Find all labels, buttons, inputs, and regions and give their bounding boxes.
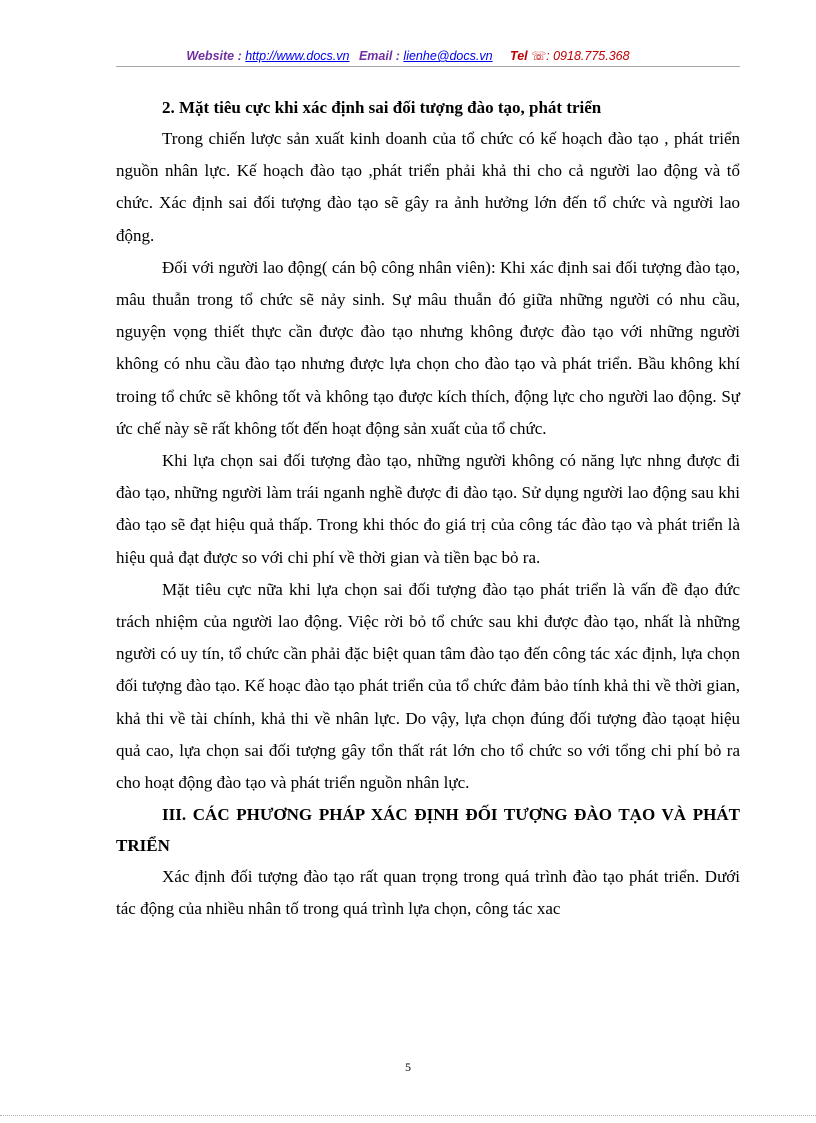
phone-number: : 0918.775.368 [546,49,630,63]
website-label: Website : [186,49,242,63]
telephone-icon: ☏ [531,49,547,63]
section-heading: 2. Mặt tiêu cực khi xác định sai đối tượng đào tạo, phát triển [162,98,602,117]
header-divider [116,66,740,67]
page-number: 5 [405,1060,411,1074]
paragraph-1: Trong chiến lược sản xuất kinh doanh của tổ chức có kế hoạch đào tạo , phát triển nguồn nhân lực. Kế hoạch đào tạo ,phát triển phải khả thi cho cả người lao động và tổ chức. Xác định sai đối tượng đào tạo sẽ gây ra ảnh hưởng lớn đến tổ chức và người lao động. [116,129,740,245]
chapter-heading: III. CÁC PHƯƠNG PHÁP XÁC ĐỊNH ĐỐI TƯỢNG ĐÀO TẠO VÀ PHÁT TRIỂN [116,805,740,856]
paragraph-5: Xác định đối tượng đào tạo rất quan trọng trong quá trình đào tạo phát triển. Dưới tác động của nhiều nhân tố trong quá trình lựa chọn, công tác xac [116,867,740,919]
page-bottom-edge [0,1115,816,1116]
page-header [0,48,816,64]
website-link[interactable]: http://www.docs.vn [245,49,350,63]
paragraph-4: Mặt tiêu cực nữa khi lựa chọn sai đối tượng đào tạo phát triển là vấn đề đạo đức trách nhiệm của người lao động. Việc rời bỏ tổ chức sau khi được đào tạo, nhất là những người có uy tín, tổ chức cần phải đặc biệt quan tâm đào tạo đến công tác xác định, lựa chọn đối tượng đào tạo. Kế hoạc đào tạo phát triển của tổ chức đảm bảo tính khả thi về thời gian, khả thi về tài chính, khả thi về nhân lực. Do vậy, lựa chọn đúng đối tượng đào tạoạt hiệu quả cao, lựa chọn sai đối tượng gây tổn thất rát lớn cho tổ chức so với tổng chi phí bỏ ra cho hoạt động đào tạo và phát triển nguồn nhân lực. [116,579,740,793]
email-link[interactable]: lienhe@docs.vn [403,49,493,63]
paragraph-2: Đối với người lao động( cán bộ công nhân viên): Khi xác định sai đối tượng đào tạo, mâu thuẫn trong tổ chức sẽ nảy sinh. Sự mâu thuẫn đó giữa những người có nhu cầu, nguyện vọng thiết thực cần được đào tạo nhưng không được đào tạo với những người không có nhu cầu đào tạo nhưng được lựa chọn cho đào tạo và phát triển. Bầu không khí troing tổ chức sẽ không tốt và không tạo được kích thích, động lực cho người lao động. Sự ức chế này sẽ rất không tốt đến hoạt động sản xuất của tổ chức. [116,257,740,438]
document-body [116,92,740,926]
paragraph-3: Khi lựa chọn sai đối tượng đào tạo, những người không có năng lực nhng được đi đào tạo, những người làm trái nganh nghề được đi đào tạo. Sử dụng người lao động sau khi đào tạo sẽ đạt hiệu quả thấp. Trong khi thóc đo giá trị của công tác đào tạo và phát triển là hiệu quả đạt được so với chi phí về thời gian và tiền bạc bỏ ra. [116,451,740,567]
email-label: Email : [358,49,400,63]
tel-label: Tel [510,49,528,63]
